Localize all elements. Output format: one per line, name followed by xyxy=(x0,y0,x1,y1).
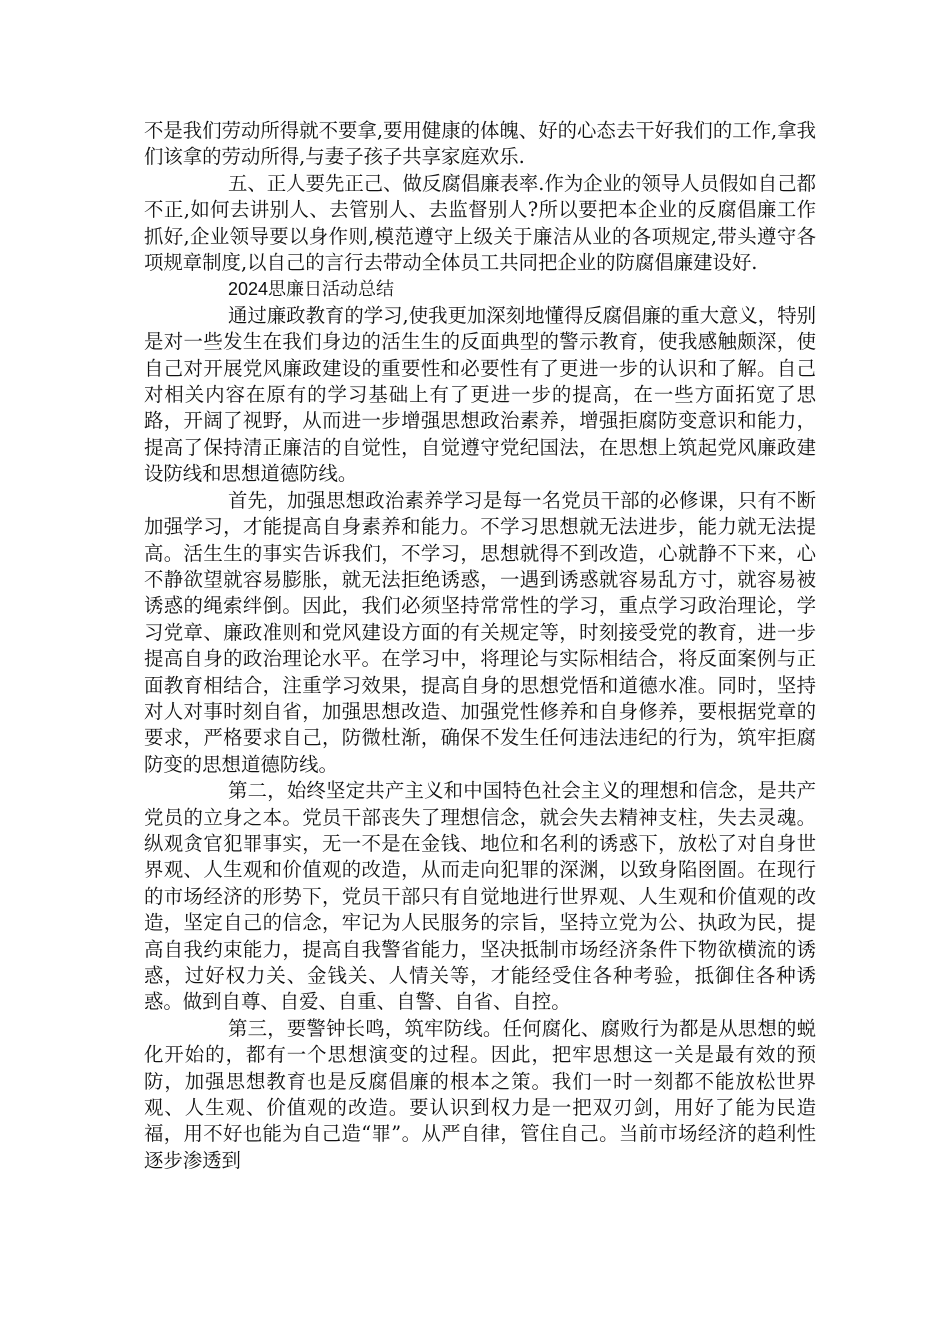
paragraph-intro: 通过廉政教育的学习,使我更加深刻地懂得反腐倡廉的重大意义，特别是对一些发生在我们身边的活生生的反面典型的警示教育，使我感触颇深，使自己对开展党风廉政建设的重要性和必要性有了更进一步的认识和了解。自己对相关内容在原有的学习基础上有了更进一步的提高，在一些方面拓宽了思路，开阔了视野，从而进一步增强思想政治素养，增强拒腐防变意识和能力，提高了保持清正廉洁的自觉性，自觉遵守党纪国法，在思想上筑起党风廉政建设防线和思想道德防线。 xyxy=(144,303,816,486)
paragraph-section-five: 五、正人要先正己、做反腐倡廉表率.作为企业的领导人员假如自己都不正,如何去讲别人、去管别人、去监督别人?所以要把本企业的反腐倡廉工作抓好,企业领导要以身作则,模范遵守上级关于廉洁从业的各项规定,带头遵守各项规章制度,以自己的言行去带动全体员工共同把企业的防腐倡廉建设好. xyxy=(144,171,816,275)
paragraph-first: 首先，加强思想政治素养学习是每一名党员干部的必修课，只有不断加强学习，才能提高自身素养和能力。不学习思想就无法进步，能力就无法提高。活生生的事实告诉我们，不学习，思想就得不到改造，心就静不下来，心不静欲望就容易膨胀，就无法拒绝诱惑，一遇到诱惑就容易乱方寸，就容易被诱惑的绳索绊倒。因此，我们必须坚持常常性的学习，重点学习政治理论，学习党章、廉政准则和党风建设方面的有关规定等，时刻接受党的教育，进一步提高自身的政治理论水平。在学习中，将理论与实际相结合，将反面案例与正面教育相结合，注重学习效果，提高自身的思想党悟和道德水准。同时，坚持对人对事时刻自省，加强思想改造、加强党性修养和自身修养，要根据党章的要求，严格要求自己，防微杜渐，确保不发生任何违法违纪的行为，筑牢拒腐防变的思想道德防线。 xyxy=(144,488,816,776)
paragraph-continuation: 不是我们劳动所得就不要拿,要用健康的体魄、好的心态去干好我们的工作,拿我们该拿的劳动所得,与妻子孩子共享家庭欢乐. xyxy=(144,119,816,169)
paragraph-second: 第二，始终坚定共产主义和中国特色社会主义的理想和信念，是共产党员的立身之本。党员干部丧失了理想信念，就会失去精神支柱，失去灵魂。纵观贪官犯罪事实，无一不是在金钱、地位和名利的诱惑下，放松了对自身世界观、人生观和价值观的改造，从而走向犯罪的深渊，以致身陷囹圄。在现行的市场经济的形势下，党员干部只有自觉地进行世界观、人生观和价值观的改造，坚定自己的信念，牢记为人民服务的宗旨，坚持立党为公、执政为民，提高自我约束能力，提高自我警省能力，坚决抵制市场经济条件下物欲横流的诱惑，过好权力关、金钱关、人情关等，才能经受住各种考验，抵御住各种诱惑。做到自尊、自爱、自重、自警、自省、自控。 xyxy=(144,779,816,1014)
article-title: 2024思廉日活动总结 xyxy=(228,279,395,300)
document-page xyxy=(144,118,816,1174)
paragraph-third: 第三，要警钟长鸣，筑牢防线。任何腐化、腐败行为都是从思想的蜕化开始的，都有一个思想演变的过程。因此，把牢思想这一关是最有效的预防，加强思想教育也是反腐倡廉的根本之策。我们一时一刻都不能放松世界观、人生观、价值观的改造。要认识到权力是一把双刃剑，用好了能为民造福，用不好也能为自己造“罪”。从严自律，管住自己。当前市场经济的趋利性逐步渗透到 xyxy=(144,1016,816,1172)
